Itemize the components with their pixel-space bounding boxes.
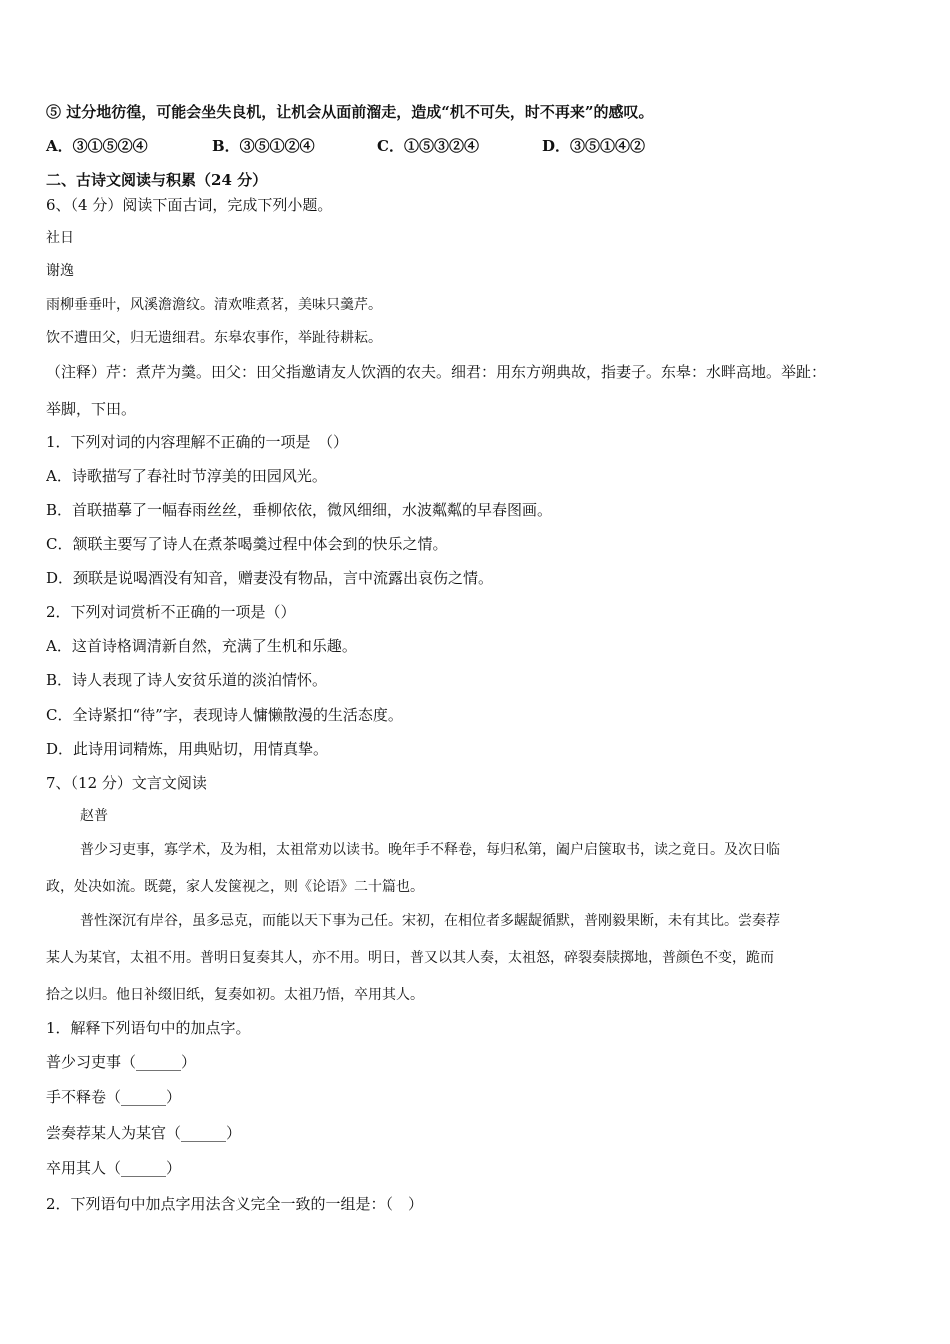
q6-sub2-option-d: D．此诗用词精炼，用典贴切，用情真挚。 [46, 740, 329, 758]
q6-sub1-option-a: A．诗歌描写了春社时节淳美的田园风光。 [46, 467, 327, 485]
passage-line: 某人为某官，太祖不用。普明日复奏其人，亦不用。明日，普又以其人奏，太祖怒，碎裂奏牍掷地，普颜色不变，跪而 [46, 950, 774, 966]
q6-sub1-option-b: B．首联描摹了一幅春雨丝丝，垂柳依依，微风细细，水波粼粼的早春图画。 [46, 501, 553, 519]
q7-blank-item: 普少习吏事（______） [46, 1053, 197, 1071]
q6-sub2-option-c: C．全诗紧扣“待”字，表现诗人慵懒散漫的生活态度。 [46, 706, 403, 724]
section-heading: 二、古诗文阅读与积累（24 分） [46, 171, 268, 189]
poem-note-continued: 举脚，下田。 [46, 400, 137, 418]
passage-line: 普少习吏事，寡学术，及为相，太祖常劝以读书。晚年手不释卷，每归私第，阖户启箧取书，读之竟日。及次日临 [80, 842, 780, 858]
q6-sub1-stem: 1．下列对词的内容理解不正确的一项是 （） [46, 433, 349, 451]
poem-line: 饮不遭田父，归无遗细君。东皋农事作，举趾待耕耘。 [46, 330, 382, 346]
q6-stem: 6、（4 分）阅读下面古词，完成下列小题。 [46, 196, 333, 214]
q7-sub1-stem: 1．解释下列语句中的加点字。 [46, 1019, 251, 1037]
poem-author: 谢逸 [46, 263, 74, 279]
q5-option-a: A．③①⑤②④ [46, 137, 148, 155]
q7-blank-item: 手不释卷（______） [46, 1088, 182, 1106]
q7-sub2-stem: 2．下列语句中加点字用法含义完全一致的一组是：（ ） [46, 1195, 424, 1213]
passage-line: 普性深沉有岸谷，虽多忌克，而能以天下事为己任。宋初，在相位者多龌龊循默，普刚毅果断，未有其比。尝奏荐 [80, 913, 780, 929]
q7-stem: 7、（12 分）文言文阅读 [46, 774, 207, 792]
q6-sub2-option-b: B．诗人表现了诗人安贫乐道的淡泊情怀。 [46, 671, 328, 689]
q6-sub1-option-c: C．颔联主要写了诗人在煮茶喝羹过程中体会到的快乐之情。 [46, 535, 448, 553]
passage-title: 赵普 [80, 808, 108, 824]
q6-sub1-option-d: D．颈联是说喝酒没有知音，赠妻没有物品，言中流露出哀伤之情。 [46, 569, 494, 587]
q7-blank-item: 尝奏荐某人为某官（______） [46, 1124, 242, 1142]
q6-sub2-option-a: A．这首诗格调清新自然，充满了生机和乐趣。 [46, 637, 357, 655]
q5-option-b: B．③⑤①②④ [212, 137, 315, 155]
q5-item5: ⑤ 过分地彷徨，可能会坐失良机，让机会从面前溜走，造成“机不可失，时不再来”的感叹。 [46, 103, 654, 121]
q5-option-d: D．③⑤①④② [542, 137, 646, 155]
q5-option-c: C．①⑤③②④ [377, 137, 479, 155]
q7-blank-item: 卒用其人（______） [46, 1159, 182, 1177]
poem-note: （注释）芹：煮芹为羹。田父：田父指邀请友人饮酒的农夫。细君：用东方朔典故，指妻子。东皋：水畔高地。举趾： [46, 363, 827, 381]
poem-line: 雨柳垂垂叶，风溪澹澹纹。清欢唯煮茗，美味只羹芹。 [46, 297, 382, 313]
passage-line: 政，处决如流。既薨，家人发箧视之，则《论语》二十篇也。 [46, 879, 424, 895]
passage-line: 拾之以归。他日补缀旧纸，复奏如初。太祖乃悟，卒用其人。 [46, 987, 424, 1003]
q6-sub2-stem: 2．下列对词赏析不正确的一项是（） [46, 603, 296, 621]
poem-title: 社日 [46, 230, 74, 246]
